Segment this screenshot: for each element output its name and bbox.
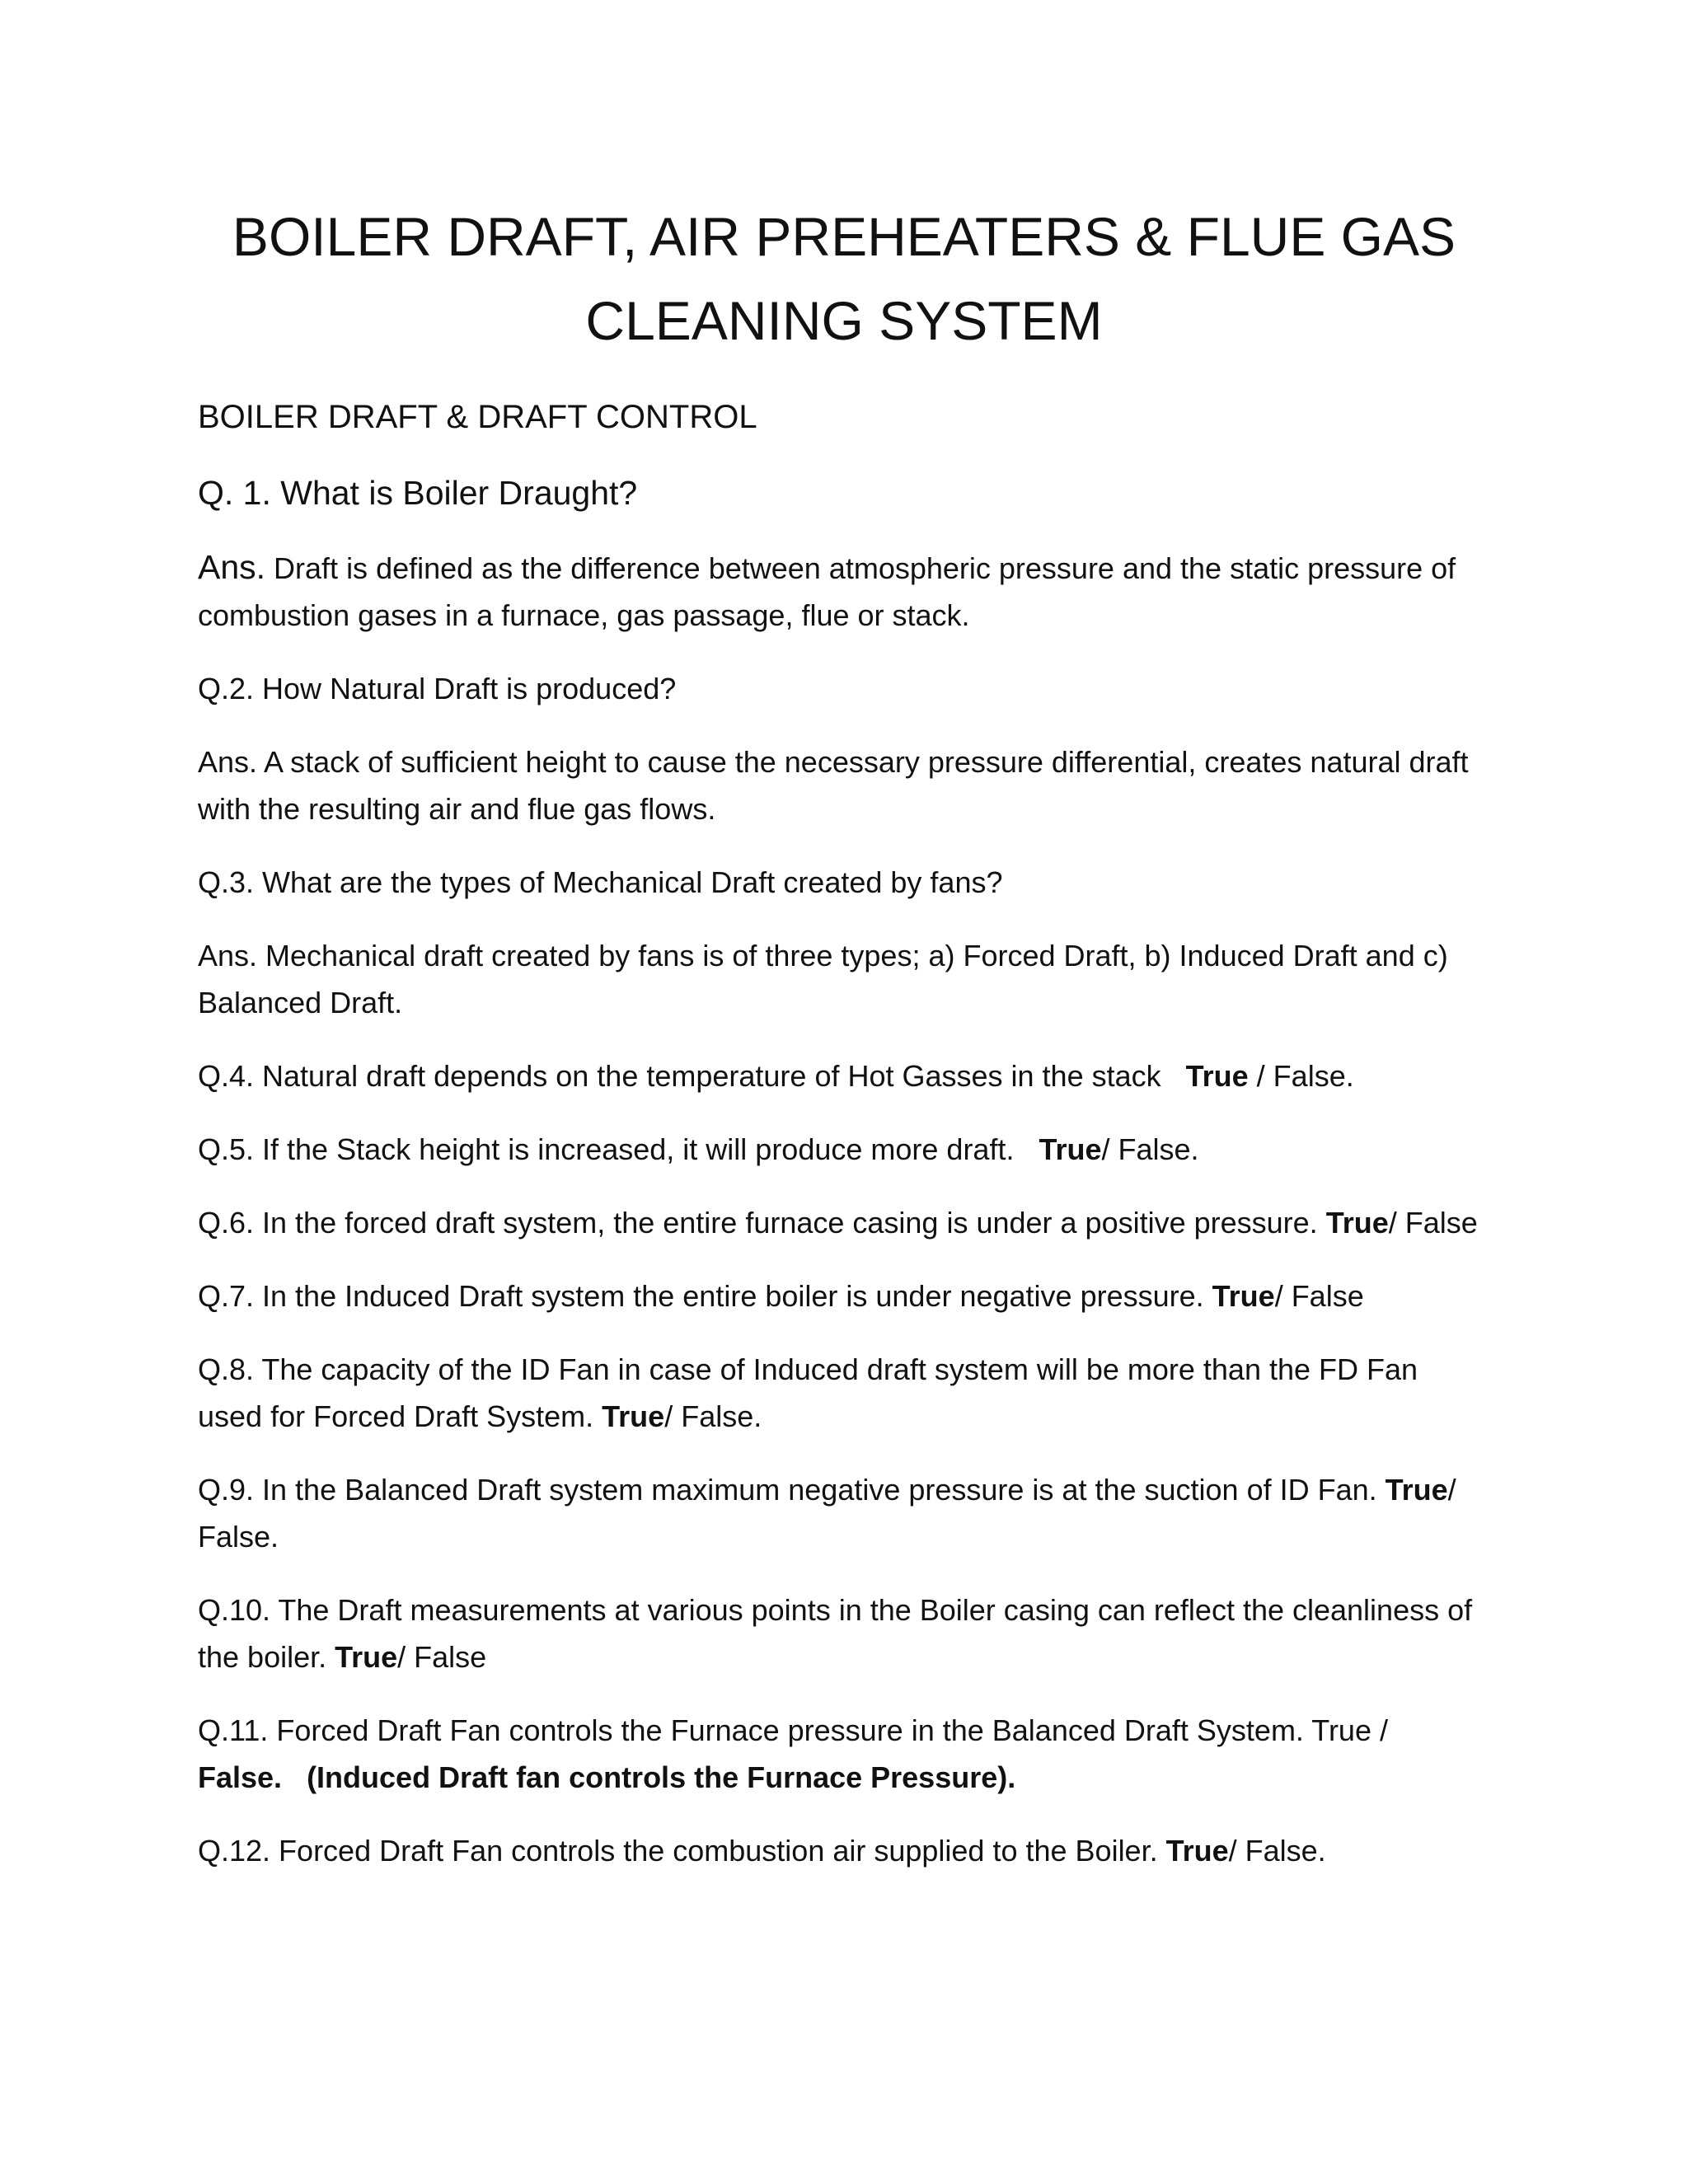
question-7 <box>198 1272 1484 1319</box>
title-line-2: CLEANING SYSTEM <box>585 290 1103 351</box>
question-6-false: / False <box>1388 1206 1478 1240</box>
question-5-false: / False. <box>1101 1132 1199 1166</box>
question-8-text: Q.8. The capacity of the ID Fan in case of Induced draft system will be more than the FD Fan used for Forced Draft System. <box>198 1352 1418 1433</box>
question-9-text: Q.9. In the Balanced Draft system maximum negative pressure is at the suction of ID Fan. <box>198 1473 1386 1507</box>
document-body <box>198 394 1484 1900</box>
title-line-1: BOILER DRAFT, AIR PREHEATERS & FLUE GAS <box>232 206 1456 267</box>
question-10 <box>198 1586 1484 1680</box>
question-8-false: / False. <box>664 1399 762 1433</box>
question-11 <box>198 1707 1484 1801</box>
question-8-true: True <box>602 1399 665 1433</box>
question-6-text: Q.6. In the forced draft system, the entire furnace casing is under a positive pressure. <box>198 1206 1326 1240</box>
question-12 <box>198 1827 1484 1874</box>
document-title <box>198 194 1490 363</box>
question-12-text: Q.12. Forced Draft Fan controls the combustion air supplied to the Boiler. <box>198 1834 1166 1868</box>
answer-2: Ans. A stack of sufficient height to cause the necessary pressure differential, creates natural draft with the resulting air and flue gas flows. <box>198 745 1469 826</box>
question-6-true: True <box>1325 1206 1389 1240</box>
question-8 <box>198 1346 1484 1440</box>
question-11-false-bold: False. (Induced Draft fan controls the Furnace Pressure). <box>198 1760 1016 1794</box>
question-7-true: True <box>1212 1279 1275 1313</box>
question-4-text: Q.4. Natural draft depends on the temperature of Hot Gasses in the stack <box>198 1059 1186 1093</box>
question-5 <box>198 1126 1484 1173</box>
question-4-false: / False. <box>1248 1059 1354 1093</box>
answer-1 <box>198 544 1484 639</box>
answer-3: Ans. Mechanical draft created by fans is of three types; a) Forced Draft, b) Induced Draft and c) Balanced Draft. <box>198 939 1448 1019</box>
question-9-true: True <box>1385 1473 1448 1507</box>
question-1: Q. 1. What is Boiler Draught? <box>198 474 638 512</box>
section-heading: BOILER DRAFT & DRAFT CONTROL <box>198 399 757 435</box>
question-9-false: / False. <box>198 1473 1456 1554</box>
question-10-false: / False <box>397 1640 487 1674</box>
question-12-true: True <box>1165 1834 1229 1868</box>
question-9 <box>198 1466 1484 1560</box>
question-10-true: True <box>335 1640 398 1674</box>
answer-1-label: Ans. <box>198 548 266 586</box>
answer-1-text: Draft is defined as the difference between atmospheric pressure and the static pressure of combustion gases in a furnace, gas passage, flue or stack. <box>198 551 1456 632</box>
question-4-true: True <box>1185 1059 1249 1093</box>
question-12-false: / False. <box>1228 1834 1326 1868</box>
question-11-text: Q.11. Forced Draft Fan controls the Furnace pressure in the Balanced Draft System. True / <box>198 1713 1388 1747</box>
question-3: Q.3. What are the types of Mechanical Draft created by fans? <box>198 865 1003 899</box>
question-5-true: True <box>1039 1132 1102 1166</box>
question-5-text: Q.5. If the Stack height is increased, it will produce more draft. <box>198 1132 1039 1166</box>
question-7-text: Q.7. In the Induced Draft system the entire boiler is under negative pressure. <box>198 1279 1212 1313</box>
question-2: Q.2. How Natural Draft is produced? <box>198 672 677 705</box>
question-10-text: Q.10. The Draft measurements at various points in the Boiler casing can reflect the cleanliness of the boiler. <box>198 1593 1473 1674</box>
question-7-false: / False <box>1274 1279 1364 1313</box>
question-4 <box>198 1052 1484 1099</box>
question-6 <box>198 1199 1484 1246</box>
